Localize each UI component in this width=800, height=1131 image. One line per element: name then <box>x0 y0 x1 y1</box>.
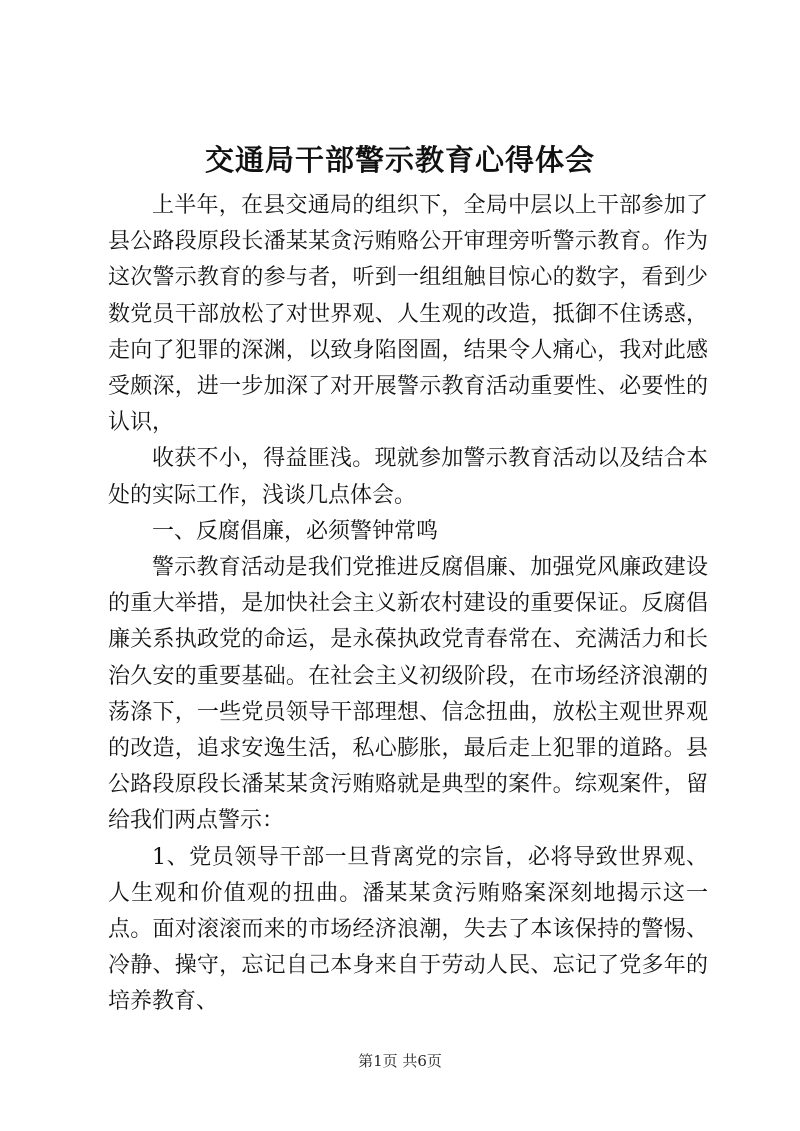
page-number-footer: 第1页 共6页 <box>358 1052 442 1070</box>
paragraph: 上半年，在县交通局的组织下，全局中层以上干部参加了县公路段原段长潘某某贪污贿赂公开审理旁听警示教育。作为这次警示教育的参与者，听到一组组触目惊心的数字，看到少数党员干部放松了对世界观、人生观的改造，抵御不住诱惑，走向了犯罪的深渊，以致身陷囹圄，结果令人痛心，我对此感受颇深，进一步加深了对开展警示教育活动重要性、必要性的认识， <box>108 193 708 436</box>
document-body <box>108 188 708 1021</box>
paragraph: 收获不小，得益匪浅。现就参加警示教育活动以及结合本处的实际工作，浅谈几点体会。 <box>108 446 708 508</box>
section-heading: 一、反腐倡廉，必须警钟常鸣 <box>152 518 439 544</box>
paragraph: 警示教育活动是我们党推进反腐倡廉、加强党风廉政建设的重大举措，是加快社会主义新农村建设的重要保证。反腐倡廉关系执政党的命运，是永葆执政党青春常在、充满活力和长治久安的重要基础。在社会主义初级阶段，在市场经济浪潮的荡涤下，一些党员领导干部理想、信念扭曲，放松主观世界观的改造，追求安逸生活，私心膨胀，最后走上犯罪的道路。县公路段原段长潘某某贪污贿赂就是典型的案件。综观案件，留给我们两点警示： <box>108 555 708 834</box>
document-title: 交通局干部警示教育心得体会 <box>204 143 595 177</box>
paragraph: 1、党员领导干部一旦背离党的宗旨，必将导致世界观、人生观和价值观的扭曲。潘某某贪污贿赂案深刻地揭示这一点。面对滚滚而来的市场经济浪潮，失去了本该保持的警惕、冷静、操守，忘记自己本身来自于劳动人民、忘记了党多年的培养教育、 <box>108 844 708 1015</box>
